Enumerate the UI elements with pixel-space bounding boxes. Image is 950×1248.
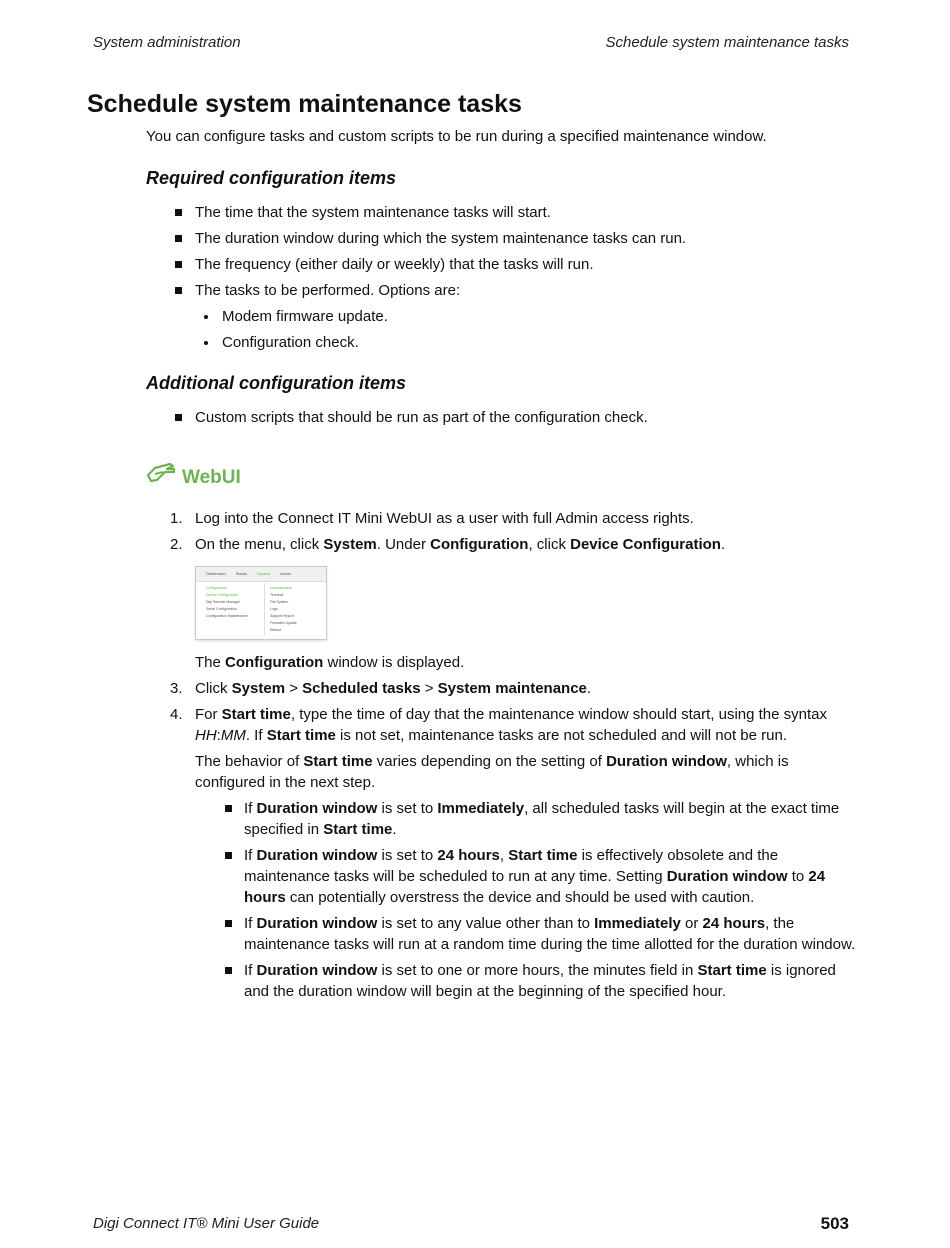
screenshot-menu-item: Dashboard xyxy=(206,571,226,576)
running-header-section: System administration xyxy=(93,34,241,51)
screenshot-left-column xyxy=(206,585,248,620)
text-run: . xyxy=(720,536,726,553)
duration-window-rules xyxy=(195,798,858,1002)
screenshot-text: File System xyxy=(270,600,289,604)
intro-paragraph: You can configure tasks and custom scripts to be run during a specified maintenance window. xyxy=(146,128,767,145)
text-run: The xyxy=(195,654,226,671)
step-4-paragraph xyxy=(195,751,858,793)
screenshot-text: Logs xyxy=(270,607,278,611)
list-item-text: The tasks to be performed. Options are: xyxy=(195,282,461,299)
text-run: > xyxy=(420,680,438,697)
webui-section-header xyxy=(146,462,858,492)
screenshot-text: Digi Remote Manager xyxy=(206,600,241,604)
list-item xyxy=(244,913,858,955)
list-item: Custom scripts that should be run as part of the configuration check. xyxy=(195,407,858,428)
screenshot-text: Device Configuration xyxy=(206,593,239,597)
required-list xyxy=(146,202,858,353)
bold-run: Duration window xyxy=(256,847,378,864)
list-item xyxy=(244,960,858,1002)
bold-run: Duration window xyxy=(666,868,788,885)
step-number: 3. xyxy=(170,680,183,697)
text-run: , click xyxy=(528,536,571,553)
bold-run: Device Configuration xyxy=(570,536,721,553)
text-run: If xyxy=(244,915,257,932)
text-run: , the maintenance tasks will run at a random time during the time allotted for the duration window. xyxy=(244,915,856,953)
bold-run: Start time xyxy=(221,706,291,723)
text-run: : xyxy=(216,727,221,744)
running-header-topic: Schedule system maintenance tasks xyxy=(605,34,849,51)
text-run: On the menu, click xyxy=(195,536,324,553)
text-run: If xyxy=(244,800,257,817)
options-list xyxy=(195,306,858,353)
text-run: is set to any value other than to xyxy=(377,915,595,932)
bold-run: System xyxy=(231,680,286,697)
bold-run: System maintenance xyxy=(437,680,587,697)
bold-run: Configuration xyxy=(225,654,324,671)
text-run: , xyxy=(499,847,509,864)
additional-list xyxy=(146,407,858,428)
step-1 xyxy=(170,508,858,529)
bold-run: Immediately xyxy=(437,800,525,817)
list-item xyxy=(244,798,858,840)
text-run: is set to xyxy=(377,800,438,817)
text-run: . xyxy=(586,680,592,697)
bold-run: Duration window xyxy=(256,915,378,932)
text-run: . Under xyxy=(376,536,431,553)
bold-run: Duration window xyxy=(256,800,378,817)
text-run: can potentially overstress the device and should be used with caution. xyxy=(285,889,755,906)
procedure-steps xyxy=(146,508,858,1002)
bold-run: Scheduled tasks xyxy=(302,680,421,697)
option-item: Configuration check. xyxy=(222,332,858,353)
menu-screenshot xyxy=(195,566,327,640)
text-run: is ignored and the duration window will begin at the beginning of the specified hour. xyxy=(244,962,836,1000)
screenshot-text: Support Report xyxy=(270,614,294,618)
bold-run: 24 hours xyxy=(244,868,826,906)
list-item xyxy=(244,845,858,908)
text-run: > xyxy=(285,680,303,697)
screenshot-menu-item: System xyxy=(256,571,271,576)
italic-run: HH xyxy=(195,727,217,744)
bold-run: Start time xyxy=(697,962,767,979)
additional-heading: Additional configuration items xyxy=(146,373,406,393)
screenshot-right-column xyxy=(270,585,297,634)
text-run: The behavior of xyxy=(195,753,304,770)
text-run: . xyxy=(392,821,397,838)
text-run: If xyxy=(244,962,257,979)
bold-run: 24 hours xyxy=(437,847,500,864)
text-run: to xyxy=(787,868,809,885)
text-run: , type the time of day that the maintenance window should start, using the syntax xyxy=(290,706,827,723)
screenshot-text: Configuration xyxy=(206,586,227,590)
screenshot-menu-item: admin xyxy=(280,571,292,576)
screenshot-text: Serial Configuration xyxy=(206,607,237,611)
step-number: 2. xyxy=(170,536,183,553)
option-item: Modem firmware update. xyxy=(222,306,858,327)
bold-run: Start time xyxy=(323,821,393,838)
step-2 xyxy=(170,534,858,673)
bold-run: 24 hours xyxy=(702,915,766,932)
bold-run: Start time xyxy=(508,847,578,864)
text-run: window is displayed. xyxy=(323,654,465,671)
screenshot-text: Firmware Update xyxy=(270,621,297,625)
screenshot-menu-bar xyxy=(196,567,326,582)
text-run: varies depending on the setting of xyxy=(372,753,607,770)
italic-run: MM xyxy=(220,727,246,744)
screenshot-text: Administration xyxy=(270,586,293,590)
webui-label: WebUI xyxy=(182,466,241,488)
screenshot-menu-item: Status xyxy=(235,571,247,576)
text-run: is not set, maintenance tasks are not scheduled and will not be run. xyxy=(335,727,787,744)
text-run: . If xyxy=(245,727,267,744)
text-run: is set to xyxy=(377,847,438,864)
footer-guide-title: Digi Connect IT® Mini User Guide xyxy=(93,1215,320,1232)
footer-page-number: 503 xyxy=(820,1214,849,1233)
text-run: Click xyxy=(195,680,232,697)
list-item: The time that the system maintenance tasks will start. xyxy=(195,202,858,223)
webui-hand-icon xyxy=(146,462,176,492)
text-run: is effectively obsolete and the maintenance tasks will be scheduled to run at any time. Setting xyxy=(244,847,779,885)
bold-run: System xyxy=(323,536,377,553)
text-run: or xyxy=(680,915,703,932)
screenshot-text: Terminal xyxy=(270,593,284,597)
list-item: The frequency (either daily or weekly) that the tasks will run. xyxy=(195,254,858,275)
screenshot-divider xyxy=(264,583,265,635)
text-run: is set to one or more hours, the minutes field in xyxy=(377,962,698,979)
text-run: , which is configured in the next step. xyxy=(195,753,789,791)
step-3 xyxy=(170,678,858,699)
step-2-result xyxy=(195,652,858,673)
step-number: 4. xyxy=(170,706,183,723)
bold-run: Start time xyxy=(303,753,373,770)
list-item xyxy=(195,280,858,353)
step-text: Log into the Connect IT Mini WebUI as a user with full Admin access rights. xyxy=(195,510,694,527)
text-run: , all scheduled tasks will begin at the exact time specified in xyxy=(244,800,840,838)
main-content xyxy=(146,126,858,1007)
page-title: Schedule system maintenance tasks xyxy=(87,90,522,118)
step-number: 1. xyxy=(170,510,183,527)
required-heading: Required configuration items xyxy=(146,168,397,188)
screenshot-text: Reboot xyxy=(270,628,282,632)
text-run: For xyxy=(195,706,222,723)
step-4 xyxy=(170,704,858,1002)
text-run: If xyxy=(244,847,257,864)
bold-run: Immediately xyxy=(594,915,681,932)
bold-run: Configuration xyxy=(430,536,529,553)
bold-run: Start time xyxy=(266,727,336,744)
screenshot-text: Configuration Maintenance xyxy=(206,614,248,618)
bold-run: Duration window xyxy=(606,753,727,770)
list-item: The duration window during which the system maintenance tasks can run. xyxy=(195,228,858,249)
bold-run: Duration window xyxy=(256,962,378,979)
